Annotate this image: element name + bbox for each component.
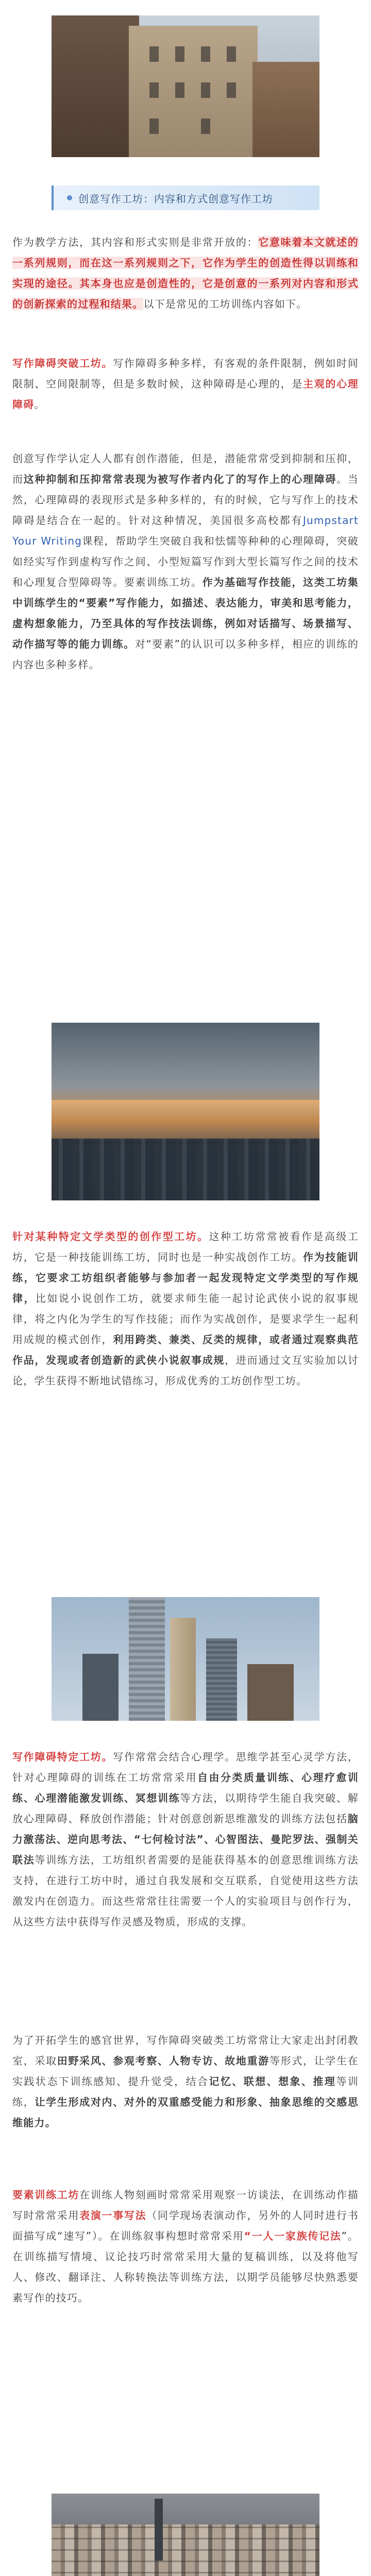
text: 在训练人物刻画时常常采用观察一访谈法，在训练动作描写时常常采用: [12, 2189, 359, 2222]
text: 课程，帮助学生突破自我和怯懦等种种的心理障碍，突破如经实写作到虚构写作之间、小型短篇写作到大型长篇写作之间的技术和心理复合型障碍等。要素训练工坊。: [12, 535, 359, 588]
window: [227, 82, 236, 98]
paragraph-element-training: [12, 2184, 359, 2308]
building-photo: [52, 15, 319, 157]
text: （同学现场表演动作，另外的人同时进行书面描写成“速写”）。在训练叙事构想时常常采用: [12, 2209, 359, 2242]
bold-text: 让学生形成对内、对外的双重感受能力和形象、抽象思维的交感思维能力。: [12, 2096, 359, 2129]
window: [149, 82, 159, 98]
bold-text: 记忆、联想、想象、推理: [209, 2075, 336, 2088]
bold-text: 自由分类质量训练、心理疗愈训练、心理潜能激发训练、冥想训练: [12, 1771, 359, 1804]
text: 等方法，以期待学生能自我突破、解放心理障碍、释放创作潜能；针对创意创新思维激发的训练方法包括: [12, 1792, 359, 1825]
bullet-dot-icon: [67, 195, 72, 200]
section-title-text: 创意写作工坊：内容和方式创意写作工坊: [78, 192, 273, 205]
building-main: [129, 26, 258, 157]
window: [149, 46, 159, 62]
text: 对“要素”的认识可以多种多样，相应的训练的内容也多种多样。: [12, 638, 359, 671]
text: ，进而通过文互实验加以讨论，学生获得不断地试错练习，形成优秀的工坊创作型工坊。: [12, 1354, 359, 1387]
text: 。当然，心理障碍的表现形式是多种多样的，有的时候，它与写作上的技术障碍是结合在一起的。针对这种情况，美国很多高校都有: [12, 473, 359, 527]
text: 为了开拓学生的感官世界，写作障碍突破类工坊常常让大家走出封闭教室，采取: [12, 2034, 359, 2067]
course-name: Jumpstart Your Writing: [12, 514, 359, 547]
bold-text: 田野采风、参观考察、人物专访、故地重游: [57, 2055, 269, 2067]
red-text: “一人一家族传记法: [244, 2230, 342, 2242]
highlight-text: 它意味着本文就述的一系列规则，而在这一系列规则之下，它作为学生的创造性得以训练和实现的途径。其本身也应是创造性的，它是创意的一系列对内容和形式的创新探索的过程和结果。: [12, 236, 359, 310]
city-rows: [52, 2524, 319, 2576]
city-skyline: [52, 1139, 319, 1200]
text: 以下是常见的工坊训练内容如下。: [143, 298, 308, 310]
window: [201, 82, 210, 98]
bold-text: 脑力激荡法、逆向思考法、“七何检讨法”、心智图法、曼陀罗法、强制关联法: [12, 1812, 359, 1866]
aerial-city-photo: [52, 2494, 319, 2576]
red-text: 主观的心理障碍: [12, 378, 359, 411]
window: [149, 118, 159, 134]
text: 写作障碍多种多样，有客观的条件限制，例如时间限制、空间限制等，但是多数时候，这种障碍是心理的，是: [12, 357, 359, 390]
window: [175, 46, 184, 62]
paragraph-senses: [12, 2030, 359, 2133]
window: [201, 118, 210, 134]
paragraph-specific-workshop: [12, 1747, 359, 1932]
bold-text: 这种抑制和压抑常常表现为被写作者内化了的写作上的心理障碍: [23, 473, 337, 485]
bold-text: 作为基础写作技能，这类工坊集中训练学生的“要素”写作能力，如描述、表达能力，审美和思考能力，虚构想象能力，乃至具体的写作技法训练，例如对话描写、场景描写、动作描写等的能力训练。: [12, 576, 359, 650]
text: 。: [34, 398, 45, 411]
tower: [170, 1618, 196, 1721]
spire: [155, 2499, 163, 2561]
text: 作为教学方法，其内容和形式实则是非常开放的：: [12, 236, 259, 248]
window: [227, 46, 236, 62]
city-dusk-photo: [52, 1023, 319, 1200]
text: 这种工坊常常被看作是高级工坊，它是一种技能训练工坊，同时也是一种实战创作工坊。: [12, 1230, 359, 1263]
text: ”。在训练描写情境、议论技巧时常常采用大量的复稿训练，以及将他写人、修改、翻译注、人称转换法等训练方法，以期学员能够尽快熟悉要素写作的技巧。: [12, 2230, 359, 2304]
tower: [206, 1638, 237, 1721]
building-left: [52, 15, 139, 157]
text: 等形式，让学生在实践状态下训练感知、提升觉受，结合: [12, 2055, 359, 2088]
building-right: [252, 62, 319, 157]
text: 写作常常会结合心理学。思维学甚至心灵学方法，针对心理障碍的训练在工坊常常采用: [12, 1751, 359, 1784]
paragraph-intro: [12, 232, 359, 314]
bold-text: 利用跨类、兼类、反类的规律，或者通过观察典范作品，发现或者创造新的武侠小说叙事成规: [12, 1333, 359, 1366]
window: [201, 46, 210, 62]
red-heading: 写作障碍突破工坊。: [12, 357, 113, 369]
window: [175, 82, 184, 98]
tower: [129, 1597, 165, 1721]
sunset-glow: [52, 1100, 319, 1121]
section-title: [52, 185, 319, 210]
paragraph-genre-workshop: [12, 1226, 359, 1391]
paragraph-potential: [12, 448, 359, 675]
text: 等训练方法，工坊组织者需要的是能获得基本的创意思维训练方法支持，在进行工坊中时，通过自我发展和交互联系，自觉使用这些方法激发内在创造力。而这些常常往往需要一个人的实验项目与创作行为，从这些方法中获得写作灵感及物质，形成的支撑。: [12, 1854, 359, 1928]
red-text: 表演一事写法: [79, 2209, 147, 2222]
red-heading: 针对某种特定文学类型的创作型工坊。: [12, 1230, 209, 1243]
red-heading: 要素训练工坊: [12, 2189, 80, 2201]
tower: [82, 1654, 119, 1721]
red-heading: 写作障碍特定工坊。: [12, 1751, 113, 1763]
paragraph-writing-block: [12, 353, 359, 415]
text: 比如说小说创作工坊，就要求师生能一起讨论武侠小说的叙事规律，将之内化为学生的写作技能；而作为实战创作，是要求学生一起利用成规的模式创作，: [12, 1292, 359, 1346]
text: 等训练，: [12, 2075, 359, 2108]
bold-text: 作为技能训练，它要求工坊组织者能够与参加者一起发现特定文学类型的写作规律，: [12, 1251, 359, 1304]
skyscraper-photo: [52, 1597, 319, 1721]
tower: [247, 1664, 294, 1721]
text: 创意写作学认定人人都有创作潜能，但是，潜能常常受到抑制和压抑，而: [12, 452, 359, 485]
